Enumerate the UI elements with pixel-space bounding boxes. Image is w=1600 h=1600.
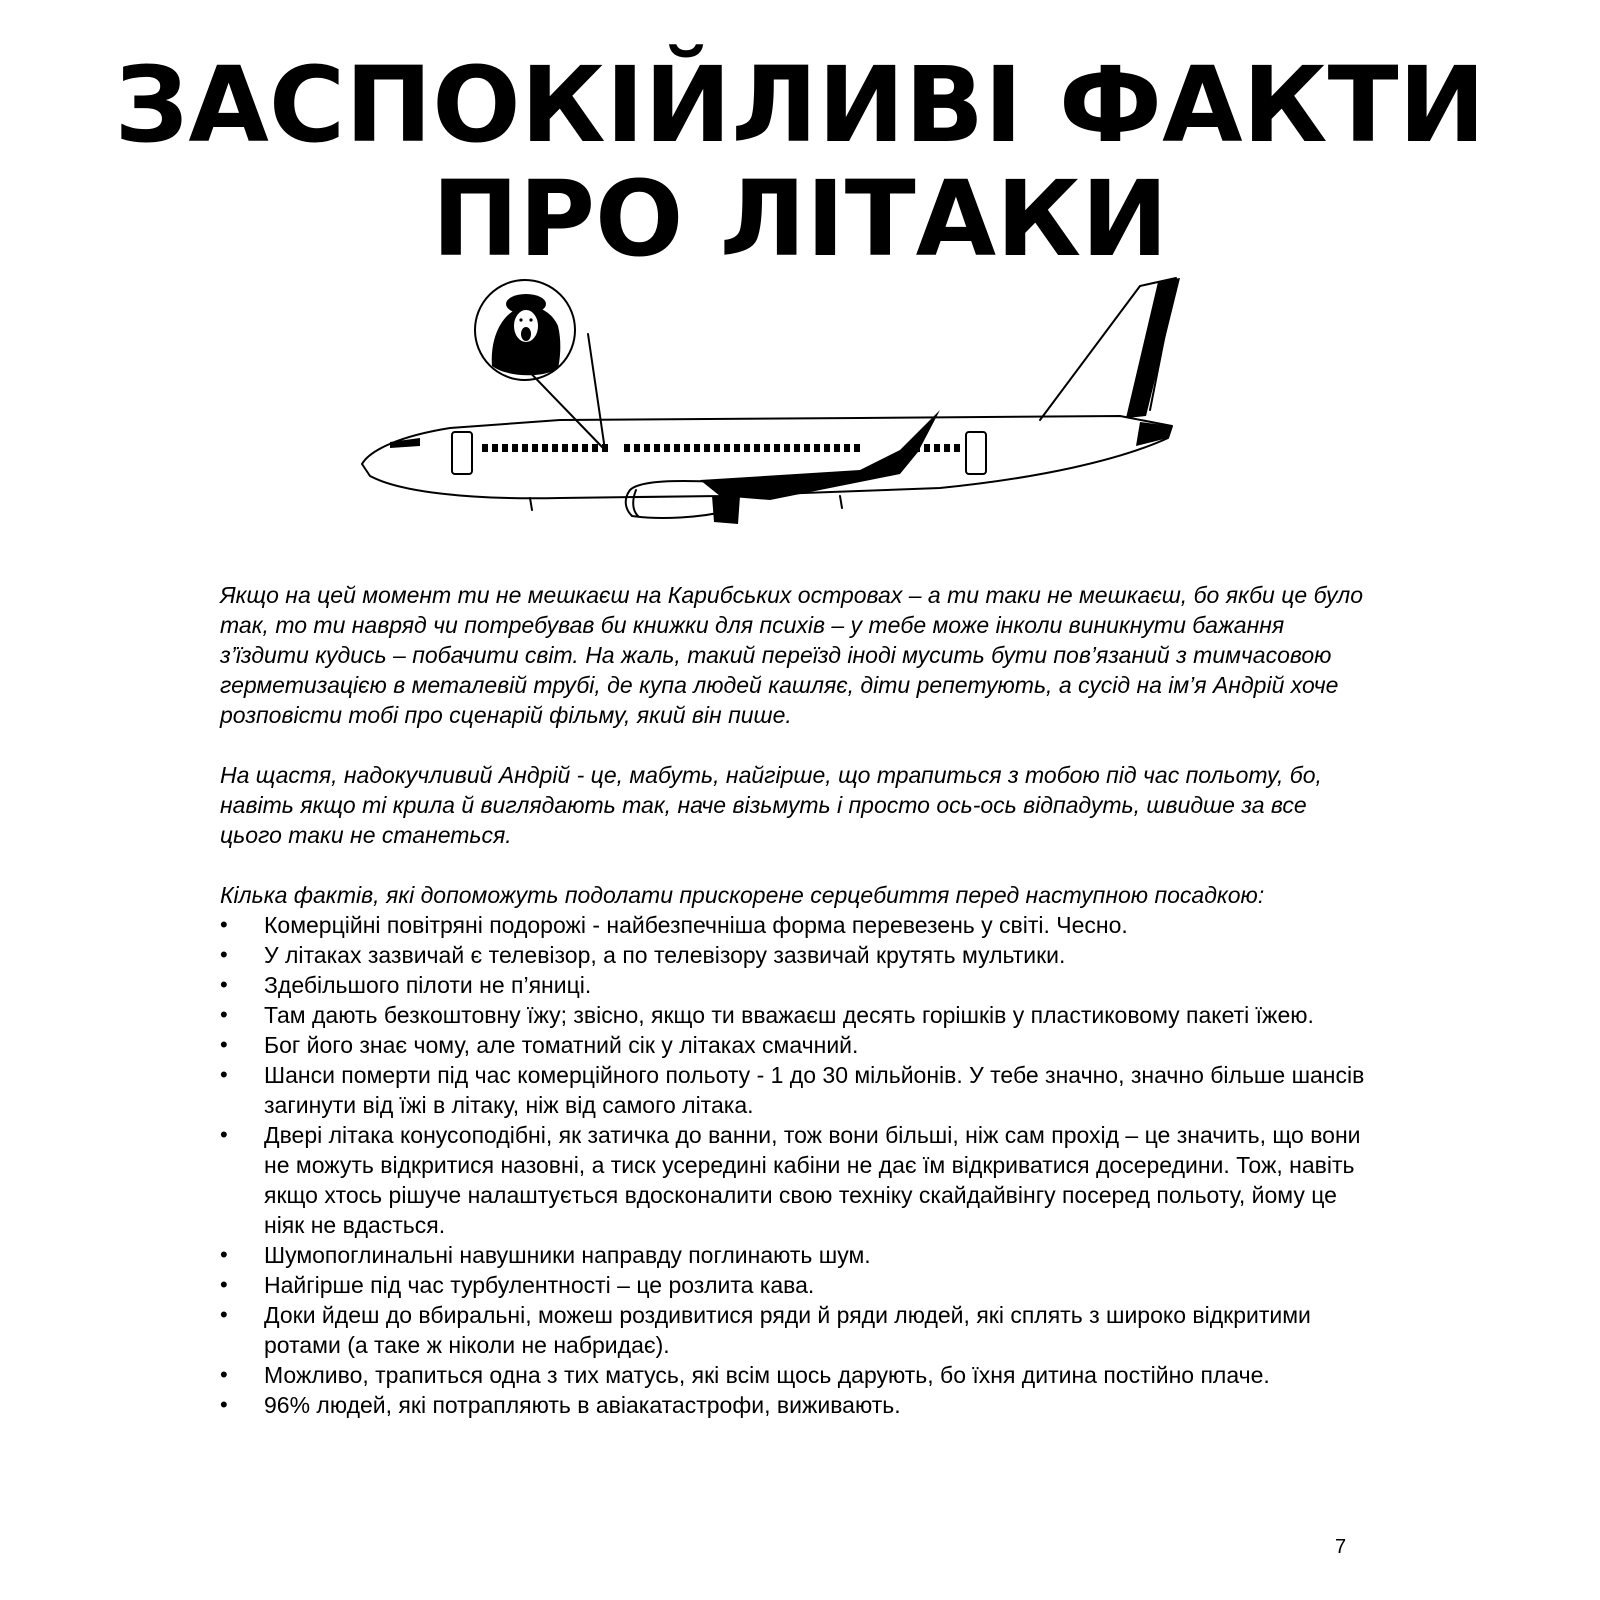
list-item: • Доки йдеш до вбиральні, можеш роздивитися ряди й ряди людей, які сплять з широко відкритими ротами (а таке ж ніколи не набридає). <box>220 1300 1370 1360</box>
list-intro: Кілька фактів, які допоможуть подолати прискорене серцебиття перед наступною посадкою: <box>220 882 1265 908</box>
passenger-windows <box>482 444 960 452</box>
list-item: • Там дають безкоштовну їжу; звісно, якщо ти вважаєш десять горішків у пластиковому пакеті їжею. <box>220 1000 1370 1030</box>
list-item: • Шанси померти під час комерційного польоту - 1 до 30 мільйонів. У тебе значно, значно більше шансів загинути від їжі в літаку, ніж від самого літака. <box>220 1060 1370 1120</box>
airplane-illustration <box>340 270 1210 560</box>
list-item: • 96% людей, які потрапляють в авіакатастрофи, виживають. <box>220 1390 1370 1420</box>
list-item: • Можливо, трапиться одна з тих матусь, які всім щось дарують, бо їхня дитина постійно плаче. <box>220 1360 1370 1390</box>
body-text <box>220 580 1370 1420</box>
front-door <box>452 432 472 474</box>
list-item: • Здебільшого пілоти не п’яниці. <box>220 970 1370 1000</box>
list-item: • У літаках зазвичай є телевізор, а по телевізору зазвичай крутять мультики. <box>220 940 1370 970</box>
list-item: • Комерційні повітряні подорожі - найбезпечніша форма перевезень у світі. Чесно. <box>220 910 1370 940</box>
title-line-2: ПРО ЛІТАКИ <box>431 158 1169 280</box>
list-item: • Шумопоглинальні навушники направду поглинають шум. <box>220 1240 1370 1270</box>
list-item: • Бог його знає чому, але томатний сік у літаках смачний. <box>220 1030 1370 1060</box>
cockpit-windows <box>390 438 420 448</box>
facts-list <box>220 910 1370 1420</box>
page-number: 7 <box>1335 1536 1347 1558</box>
intro-paragraph: Якщо на цей момент ти не мешкаєш на Карибських островах – а ти таки не мешкаєш, бо якби це було так, то ти навряд чи потребував би книжки для психів – у тебе може інколи виникнути бажання з’їздити кудись – побачити світ. На жаль, такий переїзд іноді мусить бути пов’язаний з тимчасовою герметизацією в металевій трубі, де купа людей кашляє, діти репетують, а сусід на ім’я Андрій хоче розповісти тобі про сценарій фільму, який він пише. <box>220 582 1364 728</box>
page-title <box>0 44 1600 280</box>
list-item: • Найгірше під час турбулентності – це розлита кава. <box>220 1270 1370 1300</box>
wing <box>700 410 940 500</box>
reassurance-paragraph: На щастя, надокучливий Андрій - це, мабуть, найгірше, що трапиться з тобою під час польоту, бо, навіть якщо ті крила й виглядають так, наче візьмуть і просто ось-ось відпадуть, швидше за все цього таки не станеться. <box>220 762 1322 848</box>
title-line-1: ЗАСПОКІЙЛИВІ ФАКТИ <box>114 44 1486 166</box>
list-item: • Двері літака конусоподібні, як затичка до ванни, тож вони більші, ніж сам прохід – це значить, що вони не можуть відкритися назовні, а тиск усередині кабіни не дає їм відкриватися досередини. Тож, навіть якщо хтось рішуче налаштується вдосконалити свою техніку скайдайвінгу посеред польоту, йому це ніяк не вдасться. <box>220 1120 1370 1240</box>
rear-door <box>966 432 986 474</box>
